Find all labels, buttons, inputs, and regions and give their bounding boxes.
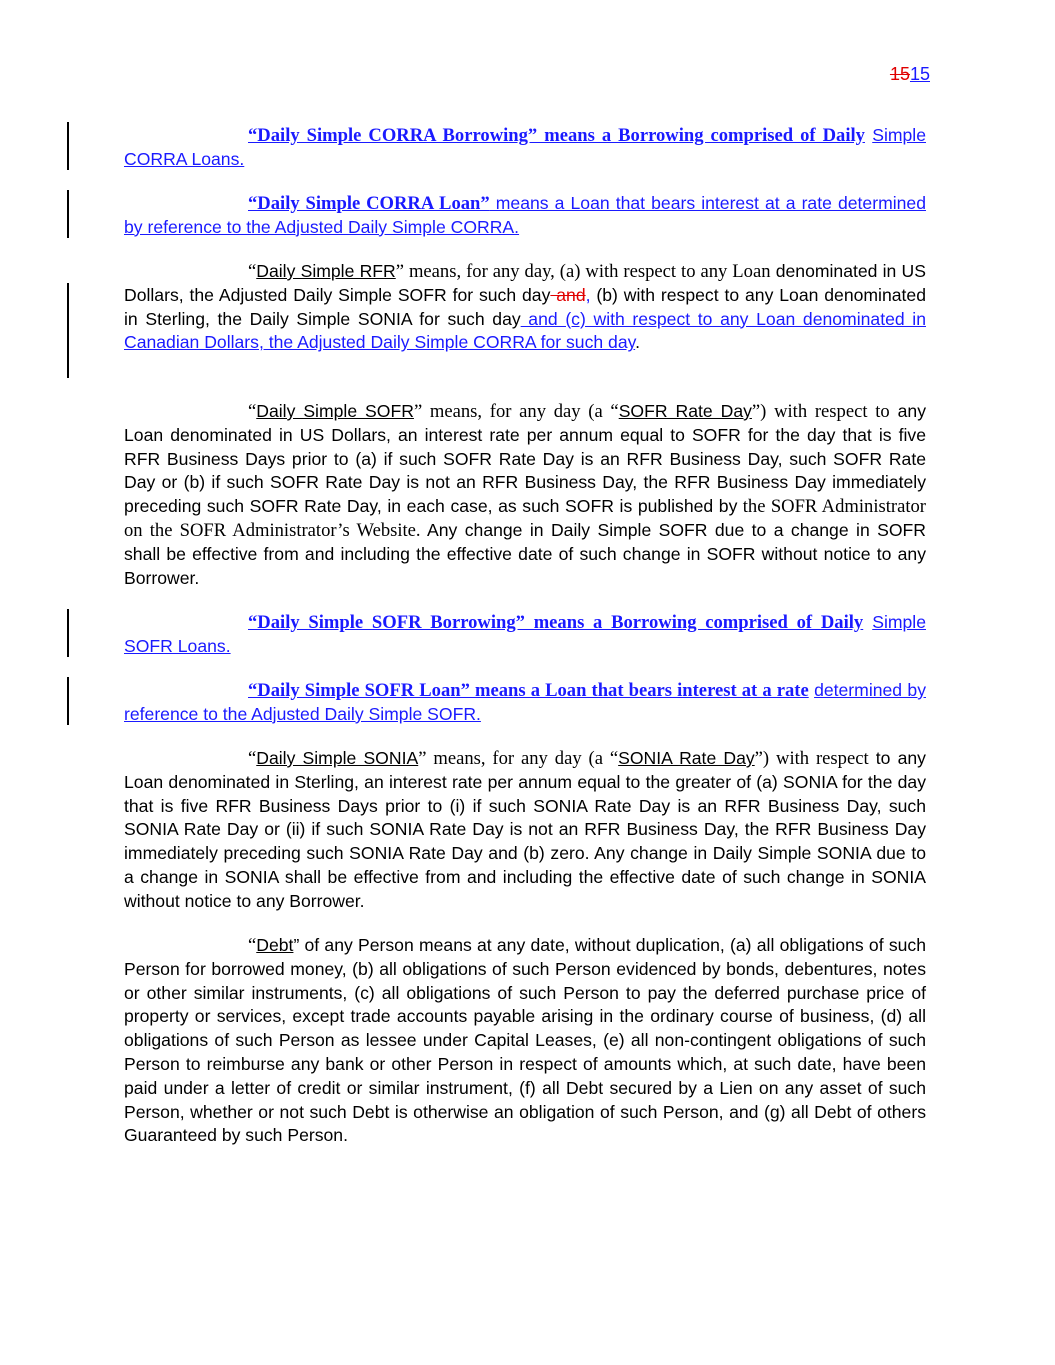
inserted-text: , (585, 284, 591, 305)
defined-term: SOFR Rate Day (618, 401, 752, 421)
definition-daily-simple-sofr-borrowing (124, 611, 926, 659)
defined-term: Debt (256, 935, 294, 955)
definition-daily-simple-corra-borrowing (124, 124, 926, 172)
change-bar (67, 677, 69, 725)
change-bar (67, 190, 69, 238)
defined-term: “Daily Simple CORRA Borrowing” means a Borrowing comprised of Daily (248, 125, 865, 146)
definition-daily-simple-sofr: “Daily Simple SOFR” means, for any day (a “SOFR Rate Day”) with respect to any Loan denominated in US Dollars, an interest rate per annum equal to SOFR for the day that is five RFR Business Days prior to (a) if such SOFR Rate Day is an RFR Business Day, such SOFR Rate Day or (b) if such SOFR Rate Day is not an RFR Business Day, the RFR Business Day immediately preceding such SOFR Rate Day, in each case, as such SOFR is published by the SOFR Administrator on the SOFR Administrator’s Website. Any change in Daily Simple SOFR due to a change in SOFR shall be effective from and including the effective date of such change in SOFR without notice to any Borrower. (124, 401, 926, 588)
definition-daily-simple-sofr-loan (124, 679, 926, 727)
page-number-deleted: 15 (889, 64, 910, 84)
definition-text: means a Loan that bears interest at a rate determined by reference to the Adjusted Daily Simple CORRA. (124, 193, 926, 237)
defined-term: Daily Simple RFR (256, 261, 396, 281)
defined-term: Daily Simple SOFR (256, 401, 414, 421)
definition-debt: “Debt” of any Person means at any date, without duplication, (a) all obligations of such Person for borrowed money, (b) all obligations of such Person evidenced by bonds, debentures, notes or other similar instruments, (c) all obligations of such Person to pay the deferred purchase price of property or services, except trade accounts payable arising in the ordinary course of business, (d) all obligations of such Person as lessee under Capital Leases, (e) all non-contingent obligations of such Person to reimburse any bank or other Person in respect of amounts which, at such date, have been paid under a letter of credit or similar instrument, (f) all Debt secured by a Lien on any asset of such Person, whether or not such Debt is otherwise an obligation of such Person, and (g) all Debt of others Guaranteed by such Person. (124, 935, 926, 1146)
page-number-inserted: 15 (909, 64, 930, 84)
change-bar (67, 122, 69, 170)
defined-term: “Daily Simple SOFR Loan” means a Loan that bears interest at a rate (248, 680, 809, 701)
defined-term: Daily Simple SONIA (256, 748, 419, 768)
change-bar (67, 609, 69, 657)
inserted-text: and (c) with respect to any Loan denominated in Canadian Dollars, the Adjusted Daily Simple CORRA for such day (124, 308, 926, 353)
definition-daily-simple-corra-loan (124, 192, 926, 240)
defined-term: “Daily Simple SOFR Borrowing” means a Borrowing comprised of Daily (248, 612, 864, 633)
deleted-text: and (550, 284, 586, 305)
definition-text: Simple CORRA Loans. (124, 125, 926, 169)
definition-daily-simple-rfr: “Daily Simple RFR” means, for any day, (a) with respect to any Loan denominated in US Dollars, the Adjusted Daily Simple SOFR for such day and, (b) with respect to any Loan denominated in Sterling, the Daily Simple SONIA for such day and (c) with respect to any Loan denominated in Canadian Dollars, the Adjusted Daily Simple CORRA for such day. (124, 261, 926, 353)
definition-daily-simple-sonia: “Daily Simple SONIA” means, for any day (a “SONIA Rate Day”) with respect to any Loan denominated in Sterling, an interest rate per annum equal to the greater of (a) SONIA for the day that is five RFR Business Days prior to (i) if such SONIA Rate Day is an RFR Business Day, such SONIA Rate Day or (ii) if such SONIA Rate Day is not an RFR Business Day, the RFR Business Day immediately preceding such SONIA Rate Day and (b) zero. Any change in Daily Simple SONIA due to a change in SONIA shall be effective from and including the effective date of such change in SONIA without notice to any Borrower. (124, 748, 926, 911)
defined-term: SONIA Rate Day (618, 748, 755, 768)
page-number (890, 64, 930, 85)
change-bar (67, 283, 69, 378)
defined-term: “Daily Simple CORRA Loan” (248, 193, 490, 214)
definition-text: determined by reference to the Adjusted Daily Simple SOFR. (124, 680, 926, 724)
definition-text: Simple SOFR Loans. (124, 612, 926, 656)
